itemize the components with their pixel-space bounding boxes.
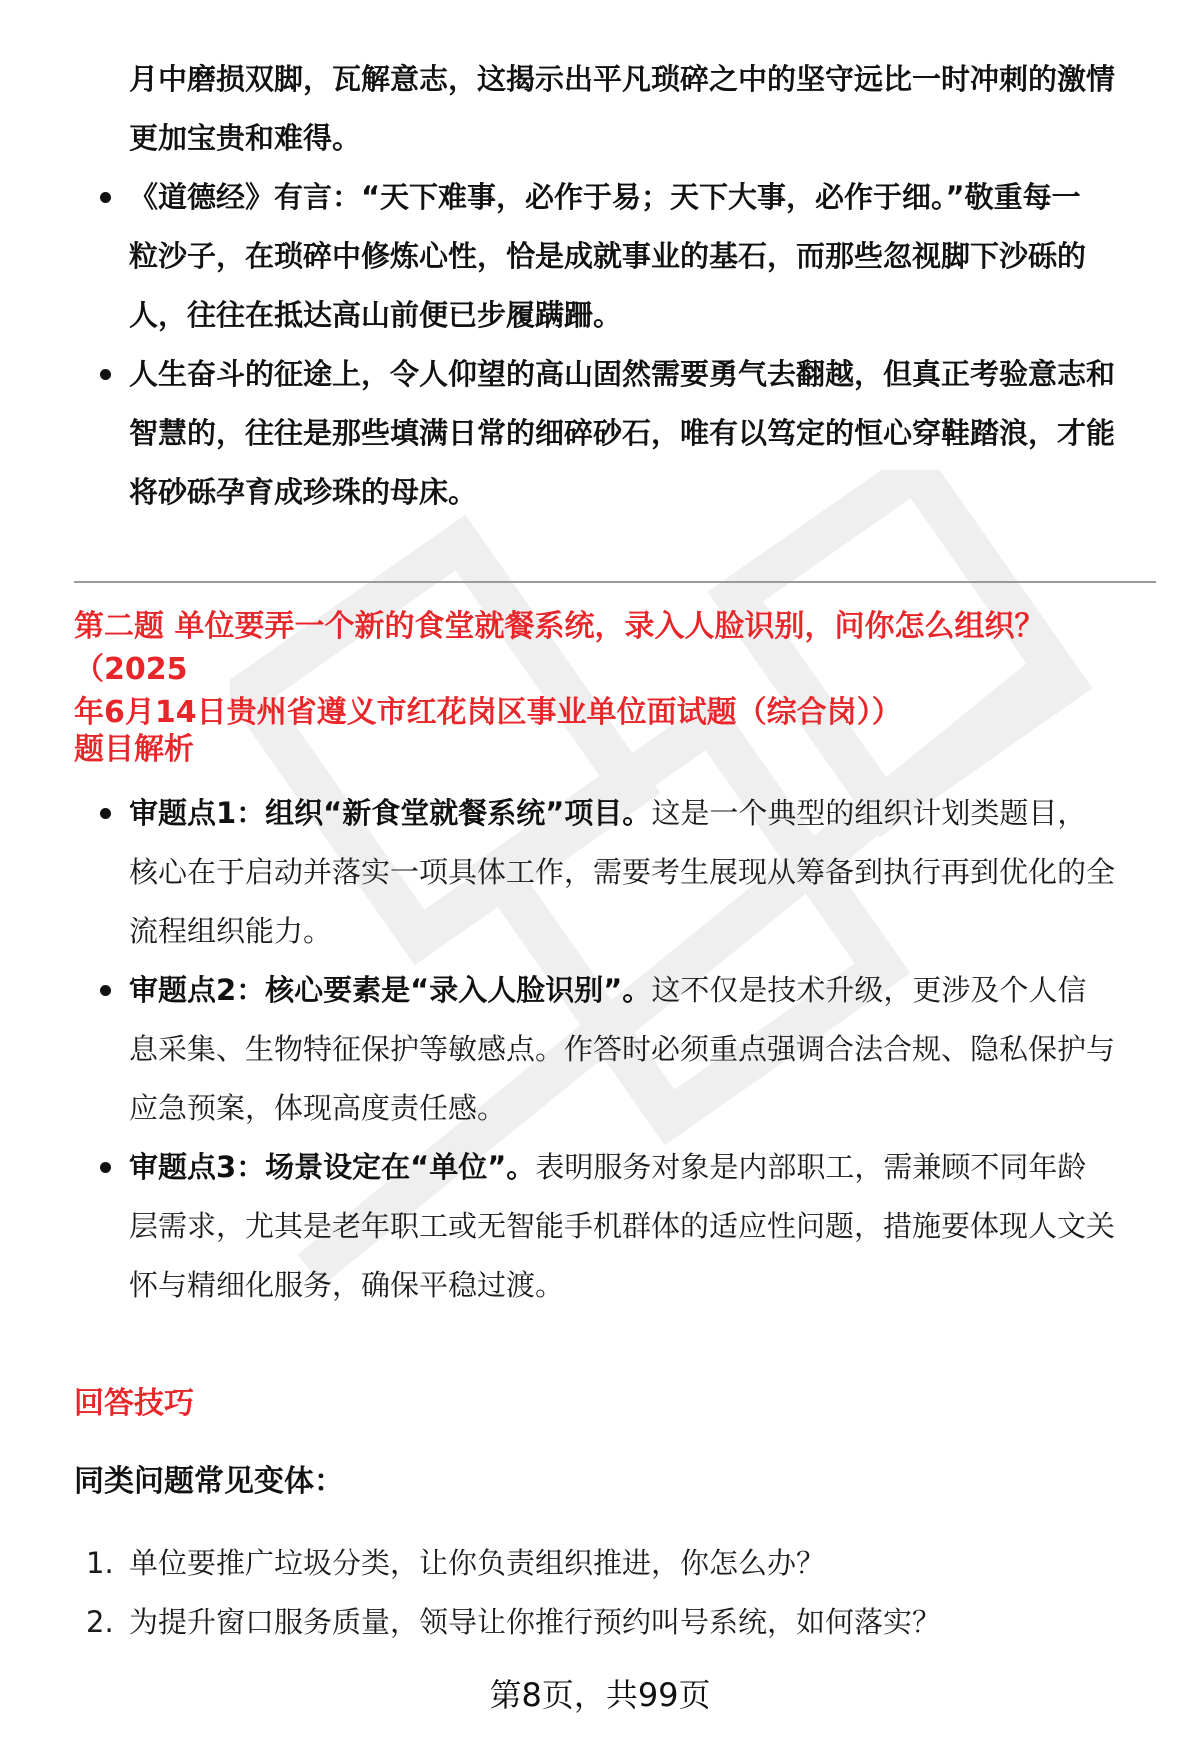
text-line: 人，往往在抵达高山前便已步履蹒跚。 — [129, 298, 623, 332]
list-text: 为提升窗口服务质量，领导让你推行预约叫号系统，如何落实？ — [129, 1605, 942, 1639]
list-item — [74, 784, 1154, 961]
bullet-dot-icon — [100, 192, 111, 203]
continuation-paragraph — [129, 50, 1149, 168]
list-number: 1. — [86, 1546, 114, 1580]
list-number: 2. — [86, 1605, 114, 1639]
question-title — [74, 605, 1154, 734]
text-line — [129, 961, 1154, 1020]
text-line: 流程组织能力。 — [129, 914, 333, 948]
emphasis-text: 审题点3：场景设定在“单位”。 — [129, 1150, 536, 1184]
text-line: 《道德经》有言：“天下难事，必作于易；天下大事，必作于细。”敬重每一 — [129, 180, 1081, 214]
list-text: 单位要推广垃圾分类，让你负责组织推进，你怎么办？ — [129, 1546, 826, 1580]
text-line — [129, 784, 1154, 843]
list-item — [74, 1593, 1154, 1652]
emphasis-text: 审题点2：核心要素是“录入人脸识别”。 — [129, 973, 652, 1007]
text-line: 月中磨损双脚，瓦解意志，这揭示出平凡琐碎之中的坚守远比一时冲刺的激情 — [129, 62, 1116, 96]
list-item — [74, 168, 1154, 345]
question-line: 第二题 单位要弄一个新的食堂就餐系统，录入人脸识别，问你怎么组织？（2025 — [74, 609, 1045, 687]
bullet-dot-icon — [100, 985, 111, 996]
top-bullet-list — [74, 168, 1154, 522]
text-line: 人生奋斗的征途上，令人仰望的高山固然需要勇气去翻越，但真正考验意志和 — [129, 357, 1116, 391]
list-item — [74, 1138, 1154, 1315]
page-number-footer: 第8页，共99页 — [489, 1676, 711, 1714]
variants-list — [74, 1534, 1154, 1652]
body-text: 表明服务对象是内部职工，需兼顾不同年龄 — [535, 1150, 1087, 1184]
analysis-list — [74, 784, 1154, 1315]
body-text: 这不仅是技术升级，更涉及个人信 — [651, 973, 1087, 1007]
tips-heading: 回答技巧 — [74, 1386, 194, 1421]
text-line: 粒沙子，在琐碎中修炼心性，恰是成就事业的基石，而那些忽视脚下沙砾的 — [129, 239, 1087, 273]
question-line: 年6月14日贵州省遵义市红花岗区事业单位面试题（综合岗）） — [74, 695, 902, 730]
text-line: 层需求，尤其是老年职工或无智能手机群体的适应性问题，措施要体现人文关 — [129, 1209, 1116, 1243]
text-line: 应急预案，体现高度责任感。 — [129, 1091, 507, 1125]
text-line: 核心在于启动并落实一项具体工作，需要考生展现从筹备到执行再到优化的全 — [129, 855, 1116, 889]
bullet-dot-icon — [100, 1162, 111, 1173]
section-divider — [74, 581, 1156, 583]
bullet-dot-icon — [100, 808, 111, 819]
list-item — [74, 345, 1154, 522]
text-line — [129, 1138, 1154, 1197]
text-line: 怀与精细化服务，确保平稳过渡。 — [129, 1268, 565, 1302]
list-item — [74, 961, 1154, 1138]
text-line: 将砂砾孕育成珍珠的母床。 — [129, 475, 478, 509]
text-line: 智慧的，往往是那些填满日常的细碎砂石，唯有以笃定的恒心穿鞋踏浪，才能 — [129, 416, 1116, 450]
variants-heading: 同类问题常见变体： — [74, 1464, 344, 1499]
analysis-heading: 题目解析 — [74, 732, 194, 767]
list-item — [74, 1534, 1154, 1593]
emphasis-text: 审题点1：组织“新食堂就餐系统”项目。 — [129, 796, 652, 830]
bullet-dot-icon — [100, 369, 111, 380]
text-line: 息采集、生物特征保护等敏感点。作答时必须重点强调合法合规、隐私保护与 — [129, 1032, 1116, 1066]
text-line: 更加宝贵和难得。 — [129, 121, 362, 155]
body-text: 这是一个典型的组织计划类题目， — [651, 796, 1087, 830]
